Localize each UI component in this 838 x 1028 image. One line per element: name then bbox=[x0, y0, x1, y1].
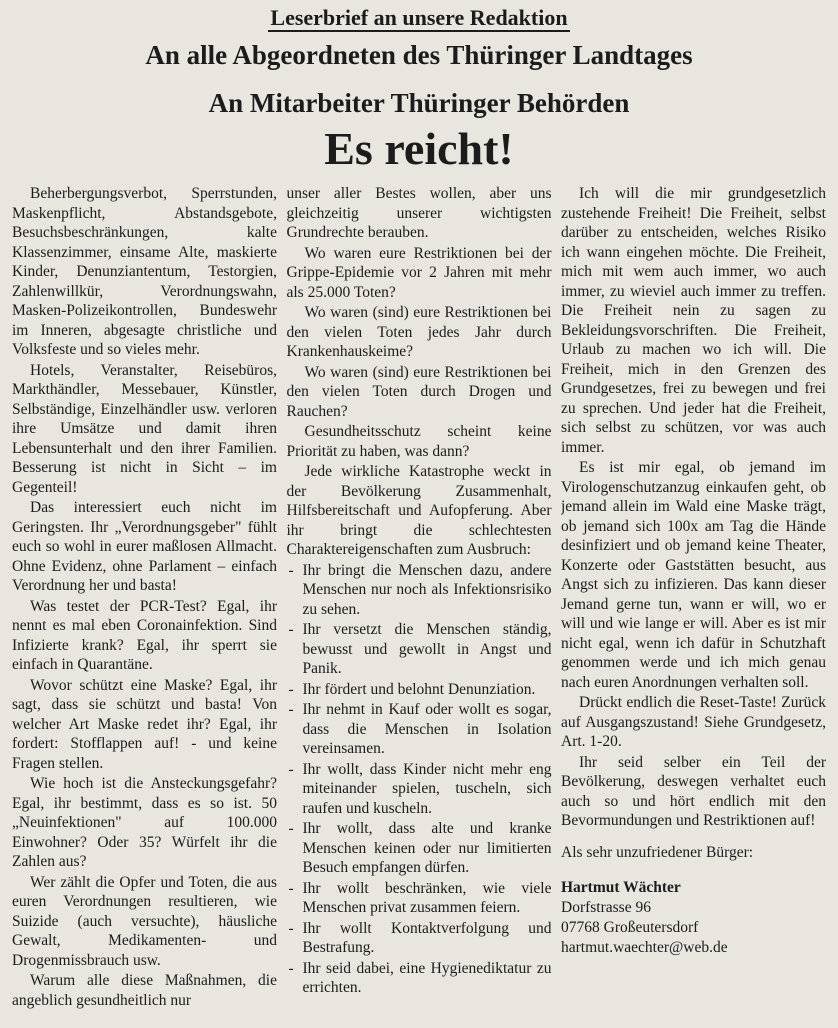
column-2 bbox=[287, 184, 552, 1020]
column-3 bbox=[561, 184, 826, 1020]
paragraph: Jede wirkliche Katastrophe weckt in der Bevölkerung Zusammenhalt, Hilfsbereitschaft und Aufopferung. Aber ihr bringt die schlechtesten Charaktereigenschaften zum Ausbruch: bbox=[286, 463, 552, 558]
headline-primary: An alle Abgeordneten des Thüringer Landtages bbox=[145, 40, 693, 70]
closing-line: Als sehr unzufriedener Bürger: bbox=[561, 843, 754, 861]
paragraph: Das interessiert euch nicht im Geringsten. Ihr „Verordnungsgeber" fühlt euch so wohl in eurer maßlosen Allmacht. Ohne Evidenz, ohne Parlament – einfach Verordnung her und basta! bbox=[12, 499, 277, 594]
signature-block bbox=[561, 878, 826, 958]
paragraph: Wo waren (sind) eure Restriktionen bei den vielen Toten durch Drogen und Rauchen? bbox=[286, 363, 552, 420]
section-rubric: Leserbrief an unsere Redaktion bbox=[270, 5, 568, 30]
paragraph: Beherbergungsverbot, Sperrstunden, Maskenpflicht, Abstandsgebote, Besuchsbeschränkungen, kalte Klassenzimmer, einsame Alte, maskierte Kinder, Denunziantentum, Testorgien, Zahlenwillkür, Verordnungswahn, Masken-Polizeikontrollen, Bundeswehr im Inneren, abgesagte christliche und Volksfeste und so vieles mehr. bbox=[12, 185, 277, 358]
author-email: hartmut.waechter@web.de bbox=[561, 939, 728, 956]
paragraph: Ich will die mir grundgesetzlich zustehende Freiheit! Die Freiheit, selbst darüber zu entscheiden, welches Risiko ich wann eingehen möchte. Die Freiheit, mich mit wem auch immer, wo auch immer, zu wieviel auch immer zu treffen. Die Freiheit nein zu sagen zu Bekleidungsvorschriften. Die Freiheit, Urlaub zu machen wo ich will. Die Freiheit, mich in den Grenzen des Grundgesetzes, frei zu bewegen und frei zu sprechen. Und jeder hat die Freiheit, sich selbst zu schützen, vor was auch immer. bbox=[561, 185, 826, 456]
author-street: Dorfstrasse 96 bbox=[561, 899, 651, 916]
paragraph: Drückt endlich die Reset-Taste! Zurück auf Ausgangszustand! Siehe Grundgesetz, Art. 1-20. bbox=[561, 694, 826, 750]
newspaper-page bbox=[0, 4, 838, 1028]
author-city: 07768 Großeutersdorf bbox=[561, 919, 699, 936]
paragraph: Wer zählt die Opfer und Toten, die aus euren Verordnungen resultieren, wie Suizide (auch versuchte), häusliche Gewalt, Medikamenten- und Drogenmissbrauch usw. bbox=[12, 873, 277, 969]
list-item: - Ihr wollt, dass alte und kranke Menschen keinen oder nur limitierten Besuch empfangen dürfen. bbox=[287, 819, 552, 878]
list-item: - Ihr bringt die Menschen dazu, andere Menschen nur noch als Infektionsrisiko zu sehen. bbox=[287, 561, 552, 620]
column-1 bbox=[12, 184, 277, 1020]
paragraph: Wo waren eure Restriktionen bei der Grippe-Epidemie vor 2 Jahren mit mehr als 25.000 Toten? bbox=[286, 244, 552, 301]
paragraph: Hotels, Veranstalter, Reisebüros, Markthändler, Messebauer, Künstler, Selbständige, Einzelhändler usw. verloren ihre Umsätze und damit ihren Lebensunterhalt und den ihrer Familien. Besserung ist nicht in Sicht – im Gegenteil! bbox=[12, 361, 277, 496]
paragraph: Was testet der PCR-Test? Egal, ihr nennt es mal eben Coronainfektion. Sind Infizierte krank? Egal, ihr sperrt sie einfach in Quarantäne. bbox=[12, 597, 277, 673]
paragraph: unser aller Bestes wollen, aber uns gleichzeitig unserer wichtigsten Grundrechte berauben. bbox=[286, 185, 552, 241]
list-item: - Ihr wollt beschränken, wie viele Menschen privat zusammen feiern. bbox=[287, 879, 552, 918]
list-item: - Ihr wollt, dass Kinder nicht mehr eng miteinander spielen, tuscheln, sich raufen und kuscheln. bbox=[287, 760, 552, 819]
paragraph: Es ist mir egal, ob jemand im Virologenschutzanzug einkaufen geht, ob jemand allein im Wald eine Maske trägt, ob jemand sich 100x am Tag die Hände desinfiziert und ob jemand keine Theater, Konzerte oder Gaststätten besucht, aus Angst sich zu infizieren. Das kann dieser Jemand gerne tun, wann er will, wo er will und wie lange er will. Aber es ist mir nicht egal, wenn ich dafür in Schutzhaft genommen werde und ich mich genau nach euren Anordnungen verhalten soll. bbox=[561, 459, 826, 691]
paragraph: Gesundheitsschutz scheint keine Priorität zu haben, was dann? bbox=[286, 423, 552, 460]
paragraph: Wie hoch ist die Ansteckungsgefahr? Egal, ihr bestimmt, dass es so ist. 50 „Neuinfektionen" auf 100.000 Einwohner? Oder 35? Würfelt ihr die Zahlen aus? bbox=[12, 775, 277, 870]
list-item: - Ihr wollt Kontaktverfolgung und Bestrafung. bbox=[287, 919, 552, 958]
headline-secondary: An Mitarbeiter Thüringer Behörden bbox=[208, 88, 630, 118]
paragraph: Wovor schützt eine Maske? Egal, ihr sagt, dass sie schützt und basta! Von welcher Art Maske redet ihr? Egal, ihr fordert: Stofflappen auf! - und keine Fragen stellen. bbox=[12, 676, 277, 772]
paragraph: Ihr seid selber ein Teil der Bevölkerung, deswegen verhaltet euch auch so und hört endlich mit den Bevormundungen und Restriktionen auf! bbox=[561, 753, 826, 829]
list-item: - Ihr seid dabei, eine Hygienediktatur zu errichten. bbox=[287, 959, 552, 998]
article-title: Es reicht! bbox=[324, 123, 514, 174]
article-columns bbox=[12, 184, 826, 1020]
list-item: - Ihr fördert und belohnt Denunziation. bbox=[287, 680, 552, 700]
list-item: - Ihr versetzt die Menschen ständig, bewusst und gewollt in Angst und Panik. bbox=[287, 620, 552, 679]
paragraph: Wo waren (sind) eure Restriktionen bei den vielen Toten jedes Jahr durch Krankenhauskeime? bbox=[286, 304, 552, 360]
list-item: - Ihr nehmt in Kauf oder wollt es sogar, dass die Menschen in Isolation vereinsamen. bbox=[287, 700, 552, 759]
paragraph: Warum alle diese Maßnahmen, die angeblich gesundheitlich nur bbox=[12, 972, 277, 1009]
author-name: Hartmut Wächter bbox=[561, 879, 681, 896]
grievance-list bbox=[287, 561, 552, 998]
